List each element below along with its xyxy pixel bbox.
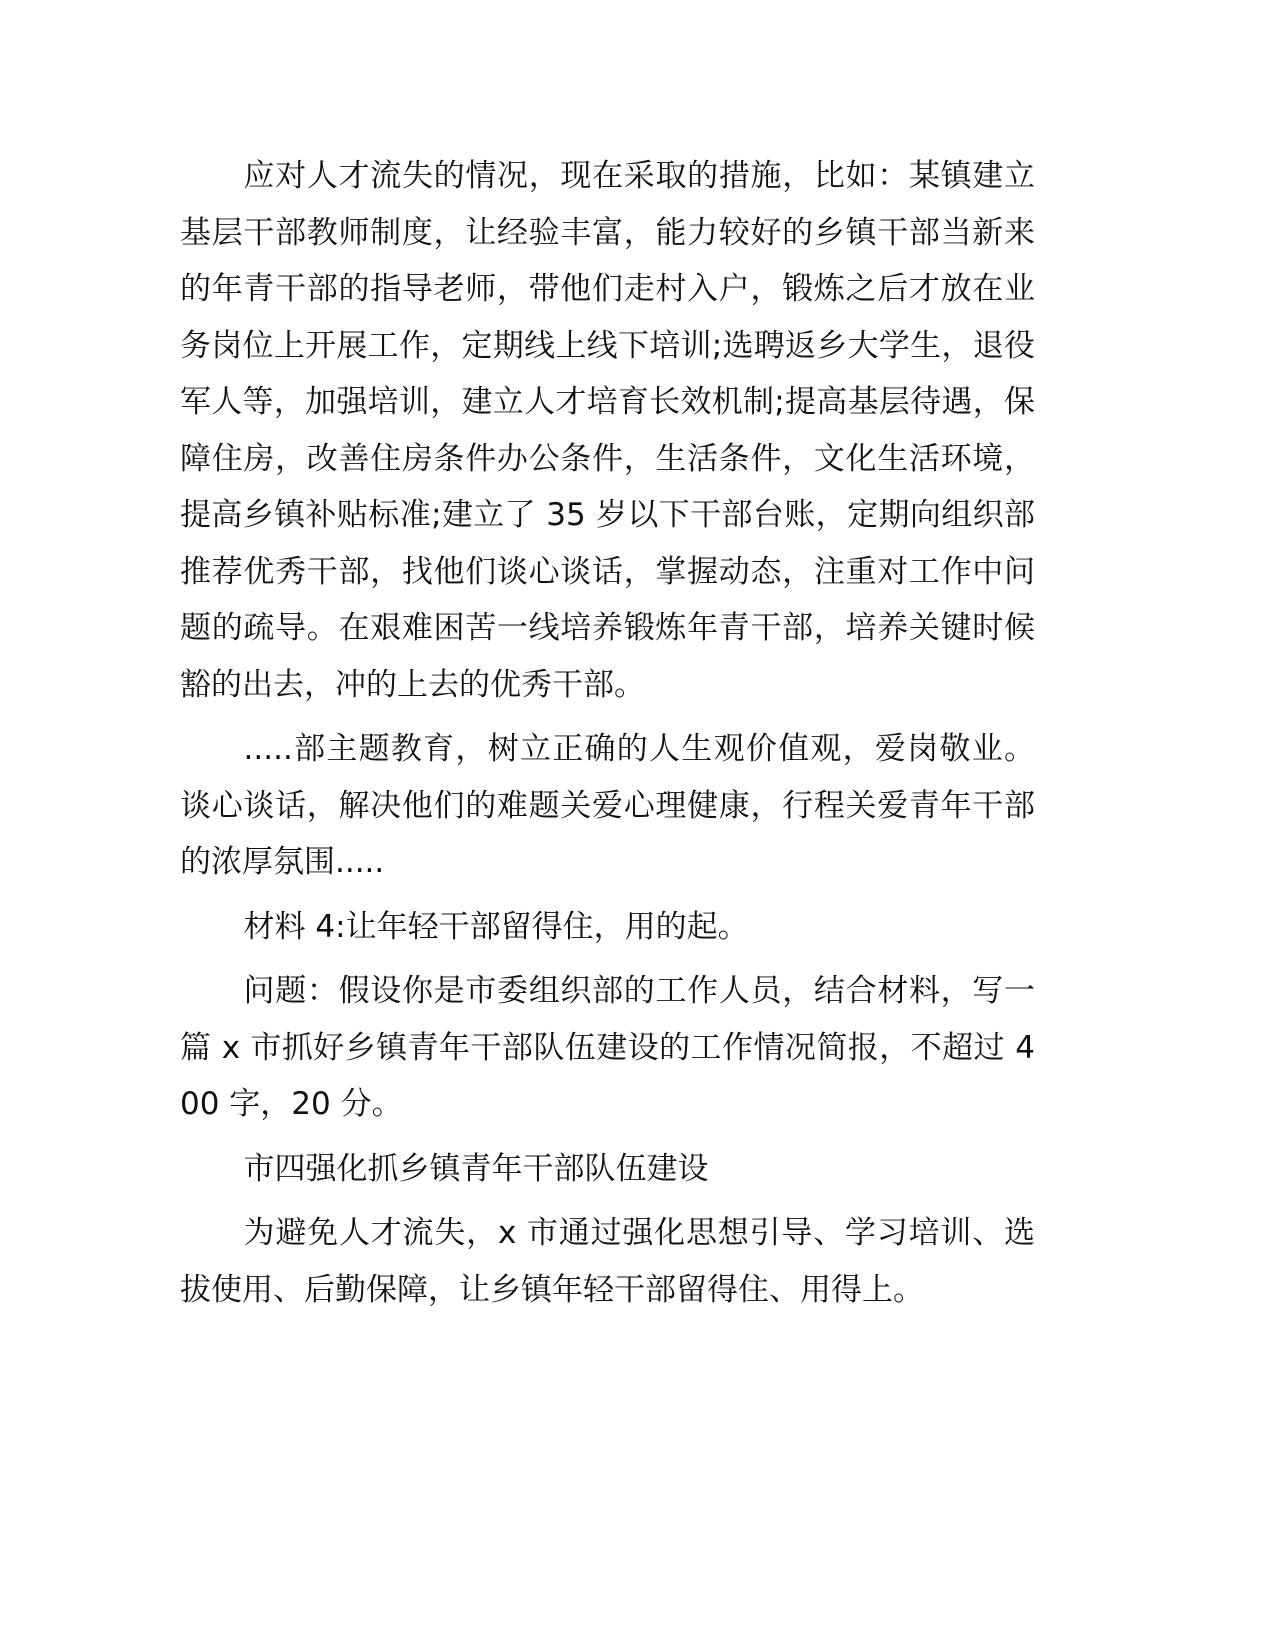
paragraph-measures: 应对人才流失的情况，现在采取的措施，比如：某镇建立基层干部教师制度，让经验丰富，能力较好的乡镇干部当新来的年青干部的指导老师，带他们走村入户，锻炼之后才放在业务岗位上开展工作，定期线上线下培训;选聘返乡大学生，退役军人等，加强培训，建立人才培育长效机制;提高基层待遇，保障住房，改善住房条件办公条件，生活条件，文化生活环境，提高乡镇补贴标准;建立了 35 岁以下干部台账，定期向组织部推荐优秀干部，找他们谈心谈话，掌握动态，注重对工作中问题的疏导。在艰难困苦一线培养锻炼年青干部，培养关键时候豁的出去，冲的上去的优秀干部。 bbox=[180, 158, 1035, 703]
document-page bbox=[180, 148, 1035, 1318]
paragraph-material-4: 材料 4:让年轻干部留得住，用的起。 bbox=[243, 908, 749, 945]
paragraph-question: 问题：假设你是市委组织部的工作人员，结合材料，写一篇 x 市抓好乡镇青年干部队伍建设的工作情况简报，不超过 400 字，20 分。 bbox=[180, 973, 1035, 1122]
paragraph-education: .....部主题教育，树立正确的人生观价值观，爱岗敬业。谈心谈话，解决他们的难题关爱心理健康，行程关爱青年干部的浓厚氛围..... bbox=[180, 731, 1035, 880]
paragraph-report-body: 为避免人才流失，x 市通过强化思想引导、学习培训、选拔使用、后勤保障，让乡镇年轻干部留得住、用得上。 bbox=[180, 1215, 1035, 1308]
paragraph-report-title: 市四强化抓乡镇青年干部队伍建设 bbox=[243, 1150, 709, 1187]
